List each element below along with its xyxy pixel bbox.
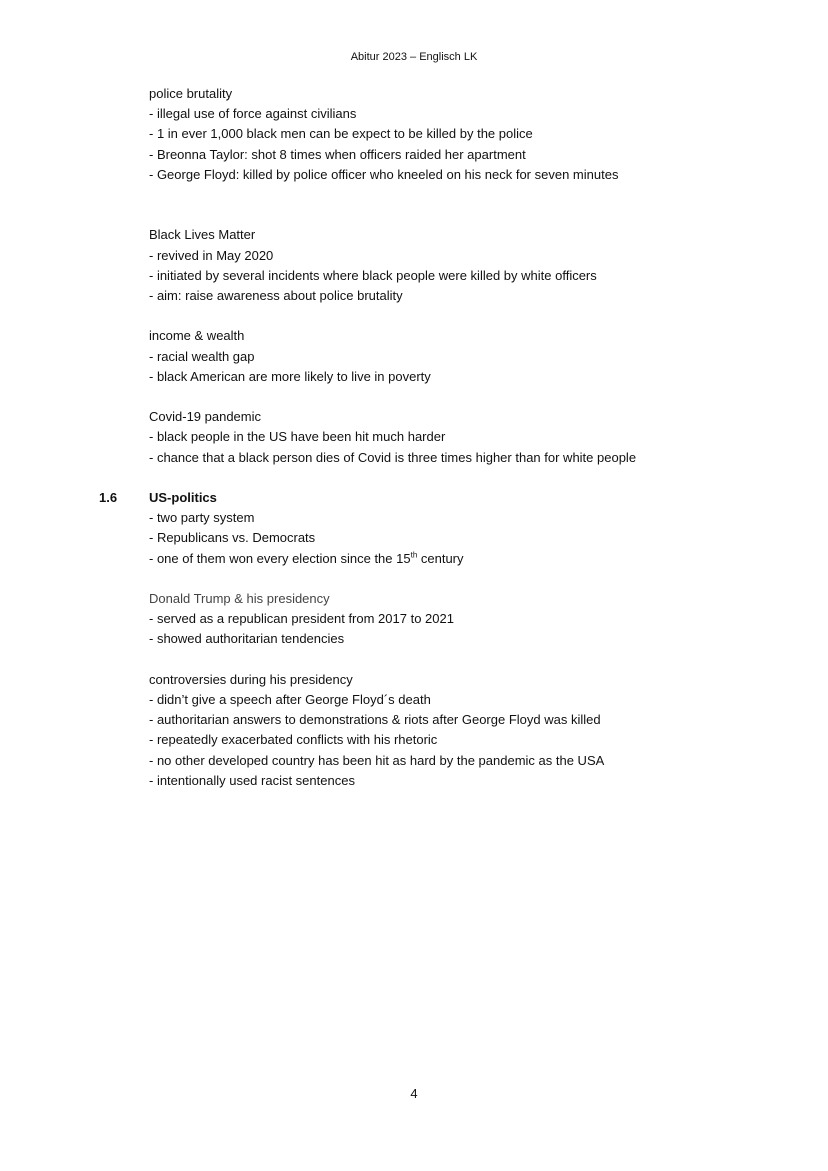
section-heading xyxy=(99,488,769,508)
section-title: US-politics xyxy=(149,490,217,505)
section-controversies xyxy=(149,670,769,791)
list-item-text: - one of them won every election since the 15 xyxy=(149,550,411,566)
section-police-brutality xyxy=(149,84,769,185)
list-item: - racial wealth gap xyxy=(149,348,255,364)
list-item-text: century xyxy=(417,550,464,566)
section-number: 1.6 xyxy=(99,490,118,505)
list-item: - chance that a black person dies of Covid is three times higher than for white people xyxy=(149,449,637,465)
list-item: - didn’t give a speech after George Floyd´s death xyxy=(149,692,431,707)
page-number: 4 xyxy=(410,1086,418,1101)
list-item: - aim: raise awareness about police brutality xyxy=(149,288,403,304)
list-item: - initiated by several incidents where black people were killed by white officers xyxy=(149,267,597,283)
list-item: - two party system xyxy=(149,510,255,526)
list-item: - repeatedly exacerbated conflicts with his rhetoric xyxy=(149,732,438,748)
subsection-title: Covid-19 pandemic xyxy=(149,409,262,425)
list-item: - showed authoritarian tendencies xyxy=(149,631,345,647)
list-item: - illegal use of force against civilians xyxy=(149,106,357,122)
subsection-title: police brutality xyxy=(149,86,233,101)
subsection-title: Black Lives Matter xyxy=(149,227,256,243)
list-item: - served as a republican president from 2017 to 2021 xyxy=(149,611,454,627)
list-item: - no other developed country has been hit as hard by the pandemic as the USA xyxy=(149,752,605,768)
page-header: Abitur 2023 – Englisch LK xyxy=(350,51,478,63)
list-item: - intentionally used racist sentences xyxy=(149,772,355,788)
list-item: - revived in May 2020 xyxy=(149,247,274,263)
subsection-title: income & wealth xyxy=(149,328,245,344)
section-income-wealth xyxy=(149,326,769,387)
list-item: - George Floyd: killed by police officer who kneeled on his neck for seven minutes xyxy=(149,166,619,182)
subsection-title: Donald Trump & his presidency xyxy=(149,591,330,606)
ordinal-suffix: th xyxy=(410,550,418,560)
list-item: - black people in the US have been hit much harder xyxy=(149,429,446,445)
document-body xyxy=(99,84,769,791)
list-item: - black American are more likely to live in poverty xyxy=(149,368,431,384)
list-item xyxy=(149,549,769,569)
section-trump-presidency xyxy=(149,589,769,650)
list-item: - authoritarian answers to demonstrations & riots after George Floyd was killed xyxy=(149,712,601,728)
list-item: - 1 in ever 1,000 black men can be expect to be killed by the police xyxy=(149,126,533,142)
section-us-politics xyxy=(99,488,769,569)
subsection-title: controversies during his presidency xyxy=(149,671,353,687)
section-covid xyxy=(149,407,769,468)
list-item: - Breonna Taylor: shot 8 times when officers raided her apartment xyxy=(149,146,526,162)
list-item: - Republicans vs. Democrats xyxy=(149,530,316,546)
section-black-lives-matter xyxy=(149,225,769,306)
